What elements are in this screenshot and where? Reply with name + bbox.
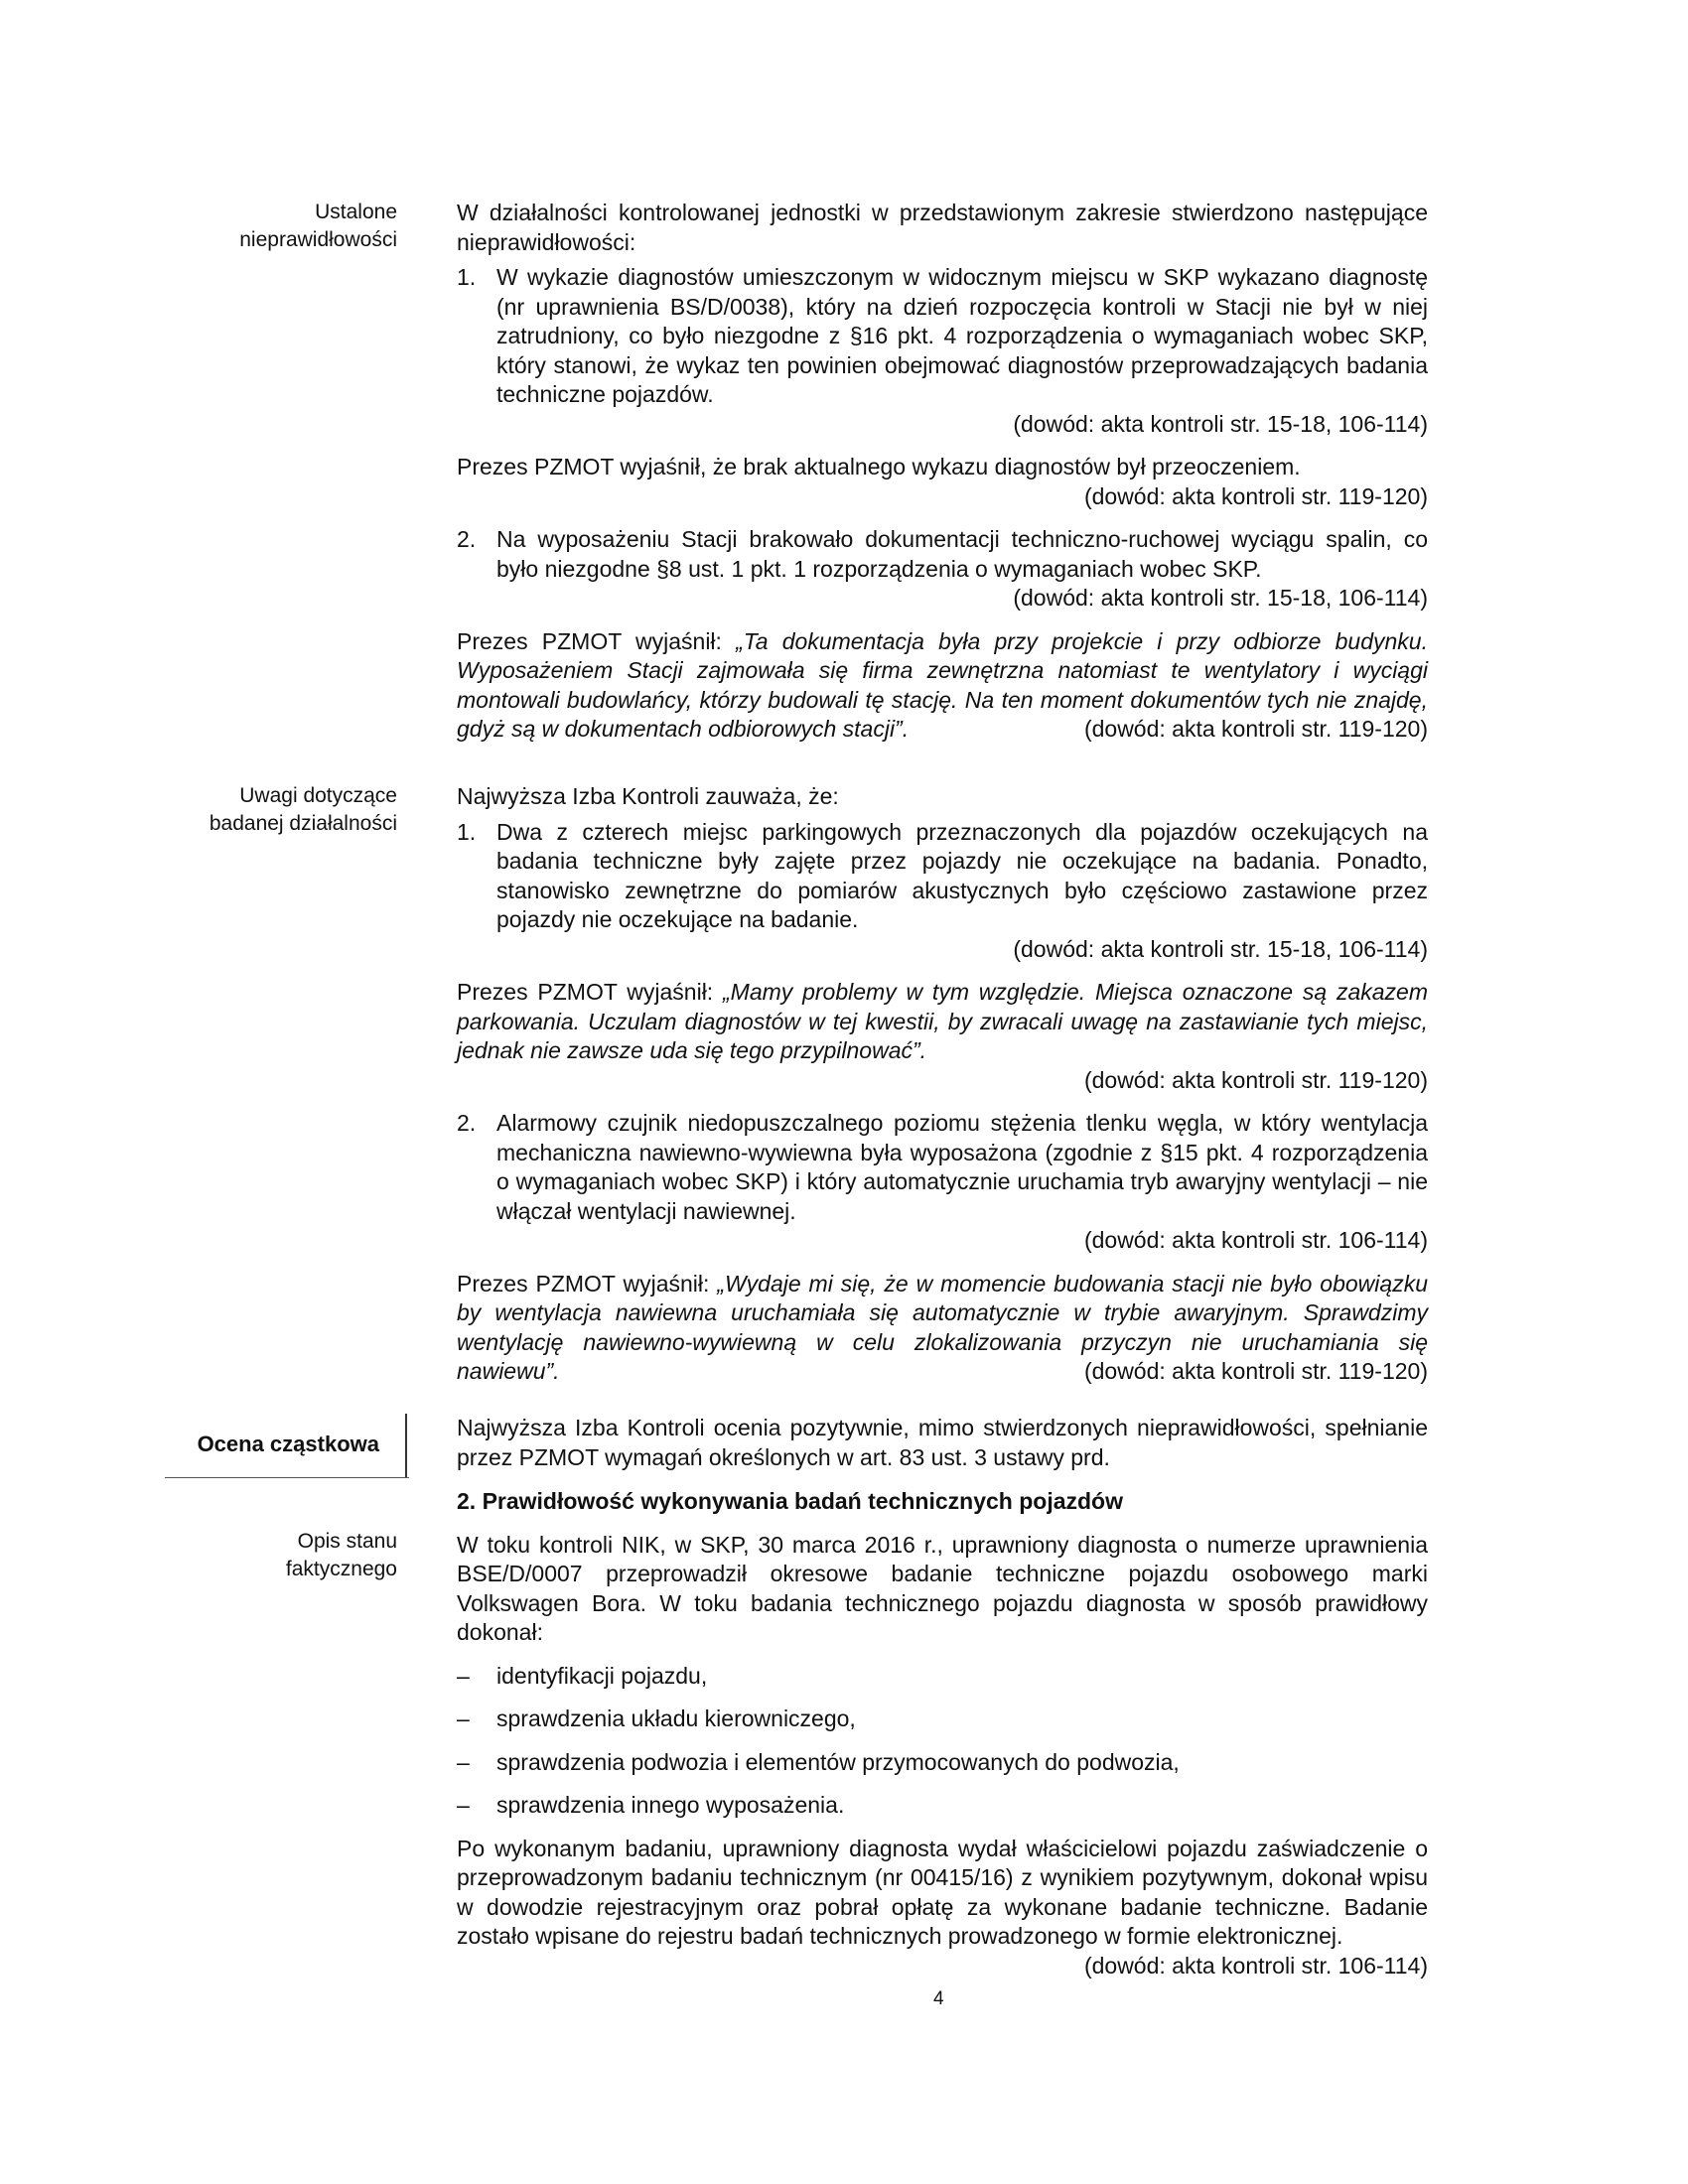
evidence-ref: (dowód: akta kontroli str. 119-120) [1083, 482, 1428, 509]
explanation-text: Prezes PZMOT wyjaśnił, że brak aktualnego wykazu diagnostów był przeoczeniem. [457, 454, 1301, 479]
explanation-quote: „Ta dokumentacja była przy projekcie i przy odbiorze budynku. Wyposażeniem Stacji zajmowała się firma zewnętrzna natomiast te wentylatory i wyciągi montowali budowlańcy, którzy budowali tę stację. Na ten moment dokumentów tych nie znajdę, gdyż są w dokumentach odbiorowych stacji”. [457, 627, 1428, 742]
side-label-uwagi: Uwagi dotyczące badanej działalności [209, 784, 397, 835]
remarks-intro: Najwyższa Izba Kontroli zauważa, że: [457, 783, 839, 809]
side-label-opis: Opis stanu faktycznego [285, 1530, 397, 1580]
side-label-ocena [165, 1414, 409, 1478]
list-item: – identyfikacji pojazdu, [457, 1662, 708, 1689]
assessment-text: Najwyższa Izba Kontroli ocenia pozytywnie, mimo stwierdzonych nieprawidłowości, spełnianie przez PZMOT wymagań określonych w art. 83 ust. 3 ustawy prd. [457, 1415, 1428, 1470]
list-item: – sprawdzenia podwozia i elementów przymocowanych do podwozia, [457, 1748, 1180, 1775]
irregularities-intro: W działalności kontrolowanej jednostki w przedstawionym zakresie stwierdzono następujące nieprawidłowości: [457, 200, 1428, 255]
list-item: – sprawdzenia układu kierowniczego, [457, 1706, 856, 1731]
evidence-ref: (dowód: akta kontroli str. 119-120) [1083, 1066, 1428, 1093]
section-partial-assessment [457, 1414, 1428, 1486]
remark-item-1: 1. Dwa z czterech miejsc parkingowych przeznaczonych dla pojazdów oczekujących na badania techniczne były zajęte przez pojazdy nie oczekujące na badania. Ponadto, stanowisko zewnętrzne do pomiarów akustycznych było częściowo zastawione przez pojazdy nie oczekujące na badanie. [457, 818, 1428, 932]
inspection-closing: Po wykonanym badaniu, uprawniony diagnosta wydał właścicielowi pojazdu zaświadczenie o przeprowadzonym badaniu technicznym (nr 00415/16) z wynikiem pozytywnym, dokonał wpisu w dowodzie rejestracyjnym oraz pobrał opłatę za wykonane badanie techniczne. Badanie zostało wpisane do rejestru badań technicznych prowadzonego w formie elektronicznej. (dowód: akta kontroli str. 106-114) [457, 1835, 1428, 1952]
evidence-ref: (dowód: akta kontroli str. 106-114) [1083, 1227, 1428, 1253]
irregularity-item-2: 2. Na wyposażeniu Stacji brakowało dokumentacji techniczno-ruchowej wyciągu spalin, co było niezgodne §8 ust. 1 pkt. 1 rozporządzenia o wymaganiach wobec SKP. [457, 526, 1428, 582]
evidence-ref: (dowód: akta kontroli str. 119-120) [1083, 1358, 1428, 1384]
explanation-text: Prezes PZMOT wyjaśnił: „Wydaje mi się, że w momencie budowania stacji nie było obowiązku by wentylacja nawiewna uruchamiała się automatycznie w trybie awaryjnym. Sprawdzimy wentylację nawiewno-wywiewną w celu zlokalizowania przyczyn nie uruchamiania się nawiewu”. (dowód: akta kontroli str. 119-120) [457, 1270, 1428, 1387]
ocena-label: Ocena cząstkowa [197, 1432, 379, 1456]
explanation-quote: „Wydaje mi się, że w momencie budowania stacji nie było obowiązku by wentylacja nawiewna uruchamiała się automatycznie w trybie awaryjnym. Sprawdzimy wentylację nawiewno-wywiewną w celu zlokalizowania przyczyn nie uruchamiania się nawiewu”. [457, 1270, 1428, 1384]
evidence-ref: (dowód: akta kontroli str. 106-114) [1083, 1952, 1428, 1979]
list-item: – sprawdzenia innego wyposażenia. [457, 1792, 845, 1818]
evidence-ref: (dowód: akta kontroli str. 15-18, 106-114) [1013, 585, 1428, 611]
explanation-text: Prezes PZMOT wyjaśnił: „Mamy problemy w tym względzie. Miejsca oznaczone są zakazem parkowania. Uczulam diagnostów w tej kwestii, by zwracali uwagę na zastawianie tych miejsc, jednak nie zawsze uda się tego przypilnować”. [457, 979, 1428, 1063]
explanation-quote: „Mamy problemy w tym względzie. Miejsca oznaczone są zakazem parkowania. Uczulam diagnostów w tej kwestii, by zwracali uwagę na zastawianie tych miejsc, jednak nie zawsze uda się tego przypilnować”. [457, 979, 1428, 1063]
explanation-text: Prezes PZMOT wyjaśnił: „Ta dokumentacja była przy projekcie i przy odbiorze budynku. Wyposażeniem Stacji zajmowała się firma zewnętrzna natomiast te wentylatory i wyciągi montowali budowlańcy, którzy budowali tę stację. Na ten moment dokumentów tych nie znajdę, gdyż są w dokumentach odbiorowych stacji”. (dowód: akta kontroli str. 119-120) [457, 627, 1428, 745]
section-heading: 2. Prawidłowość wykonywania badań technicznych pojazdów [457, 1488, 1123, 1514]
side-label-ustalone: Ustalone nieprawidłowości [239, 201, 397, 251]
evidence-ref: (dowód: akta kontroli str. 15-18, 106-114) [1013, 935, 1428, 962]
page-number: 4 [933, 1988, 944, 2009]
remark-item-2: 2. Alarmowy czujnik niedopuszczalnego poziomu stężenia tlenku węgla, w który wentylacja mechaniczna nawiewno-wywiewna była wyposażona (zgodnie z §15 pkt. 4 rozporządzenia o wymaganiach wobec SKP) i który automatycznie uruchamia tryb awaryjny wentylacji – nie włączał wentylacji nawiewnej. [457, 1110, 1428, 1224]
evidence-ref: (dowód: akta kontroli str. 119-120) [1083, 716, 1428, 742]
irregularity-item-1: 1. W wykazie diagnostów umieszczonym w widocznym miejscu w SKP wykazano diagnostę (nr uprawnienia BS/D/0038), który na dzień rozpoczęcia kontroli w Stacji nie był w niej zatrudniony, co było niezgodne z §16 pkt. 4 rozporządzenia o wymaganiach wobec SKP, który stanowi, że wykaz ten powinien obejmować diagnostów przeprowadzających badania techniczne pojazdów. [457, 264, 1428, 407]
ocena-divider [405, 1414, 407, 1477]
inspection-intro: W toku kontroli NIK, w SKP, 30 marca 2016 r., uprawniony diagnosta o numerze uprawnienia BSE/D/0007 przeprowadził okresowe badanie techniczne pojazdu osobowego marki Volkswagen Bora. W toku badania technicznego pojazdu diagnosta w sposób prawidłowy dokonał: [457, 1531, 1428, 1645]
section-irregularities [457, 199, 1428, 758]
section-remarks [457, 782, 1428, 1401]
section-inspections [457, 1487, 1428, 1980]
evidence-ref: (dowód: akta kontroli str. 15-18, 106-114) [1013, 410, 1428, 437]
